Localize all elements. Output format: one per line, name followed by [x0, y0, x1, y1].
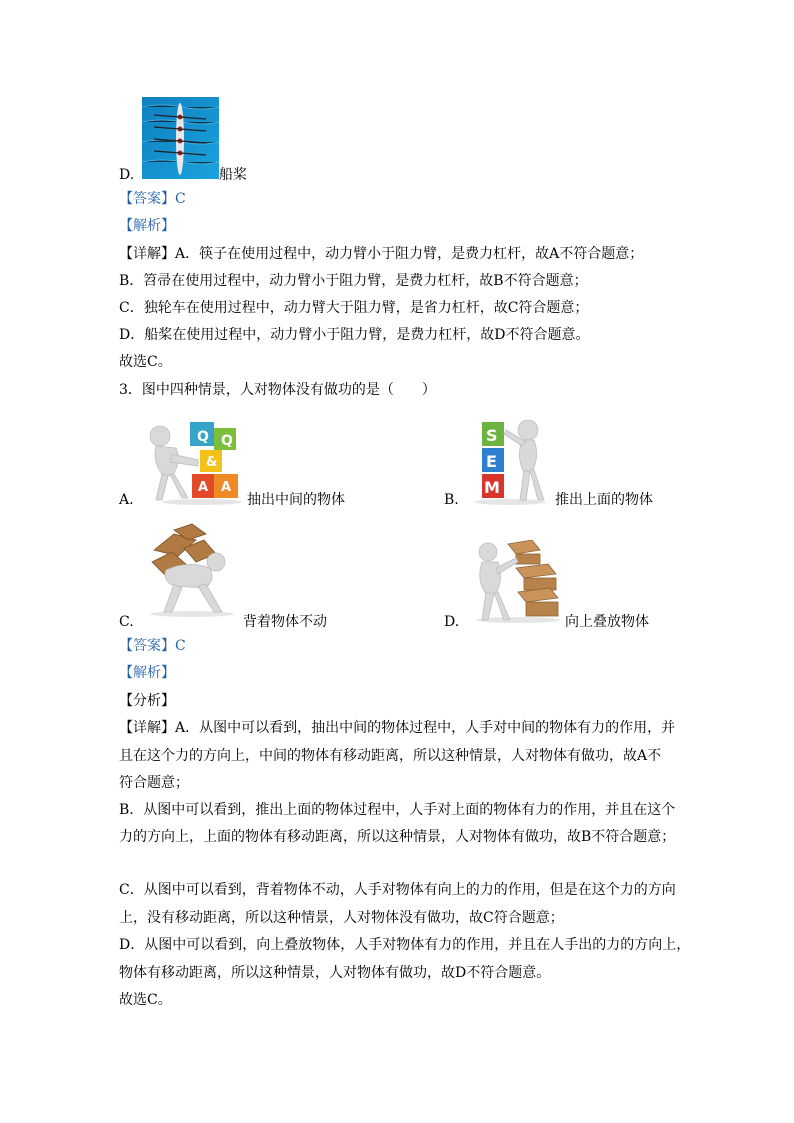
option-b-letter: B.: [444, 492, 459, 508]
q2-analysis-label: 【解析】: [119, 218, 175, 234]
block-letter: S: [486, 426, 498, 445]
option-d-caption: 船桨: [219, 167, 247, 183]
option-d-q3-letter: D.: [444, 614, 460, 630]
rowing-boat-image: [142, 97, 219, 179]
option-a-caption: 抽出中间的物体: [247, 492, 345, 508]
block-letter: &: [206, 455, 218, 470]
block-letter: A: [221, 480, 232, 495]
block-letter: M: [484, 478, 500, 497]
option-a-letter: A.: [119, 492, 134, 508]
block-letter: Q: [221, 433, 233, 449]
q3-detail-line: 物体有移动距离，所以这种情景，人对物体有做功，故D不符合题意。: [119, 965, 551, 981]
option-b-caption: 推出上面的物体: [555, 492, 653, 508]
q3-stem: 3．图中四种情景，人对物体没有做功的是（ ）: [119, 382, 436, 398]
option-c-letter: C.: [119, 614, 134, 630]
option-c-caption: 背着物体不动: [243, 614, 327, 630]
q2-conclusion: 故选C。: [119, 354, 172, 370]
option-a-image: [142, 414, 244, 506]
q2-detail-line: 【详解】A．筷子在使用过程中，动力臂小于阻力臂，是费力杠杆，故A不符合题意；: [119, 246, 644, 262]
q3-detail-line: 力的方向上，上面的物体有移动距离，所以这种情景，人对物体有做功，故B不符合题意；: [119, 829, 676, 845]
q3-detail-line: B．从图中可以看到，推出上面的物体过程中，人手对上面的物体有力的作用，并且在这个: [119, 802, 676, 818]
q3-answer-label: 【答案】C: [119, 638, 186, 654]
q3-detail-line: 上，没有移动距离，所以这种情景，人对物体没有做功，故C符合题意；: [119, 910, 564, 926]
block-letter: E: [486, 452, 497, 471]
q2-detail-line: D．船桨在使用过程中，动力臂小于阻力臂，是费力杠杆，故D不符合题意。: [119, 327, 590, 343]
q2-detail-line: C．独轮车在使用过程中，动力臂大于阻力臂，是省力杠杆，故C符合题意；: [119, 300, 589, 316]
q3-detail-line: C．从图中可以看到，背着物体不动，人手对物体有向上的力的作用，但是在这个力的方向: [119, 882, 676, 898]
q3-detail-line: 符合题意；: [119, 775, 189, 791]
option-d-q3-caption: 向上叠放物体: [565, 614, 649, 630]
q3-conclusion: 故选C。: [119, 992, 172, 1008]
q3-detail-line: 且在这个力的方向上，中间的物体有移动距离，所以这种情景，人对物体有做功，故A不: [119, 748, 662, 764]
q3-detail-line: D．从图中可以看到，向上叠放物体，人手对物体有力的作用，并且在人手出的力的方向上，: [119, 937, 691, 953]
block-letter: A: [198, 480, 209, 495]
block-letter: Q: [197, 429, 209, 445]
option-b-image: [470, 414, 552, 506]
option-c-image: [144, 522, 238, 618]
option-d-image: [470, 540, 562, 624]
q3-detail-line: 【详解】A．从图中可以看到，抽出中间的物体过程中，人手对中间的物体有力的作用，并: [119, 720, 676, 736]
q2-answer-label: 【答案】C: [119, 191, 186, 207]
option-d-letter: D.: [119, 167, 135, 183]
q2-detail-line: B．笤帚在使用过程中，动力臂小于阻力臂，是费力杠杆，故B不符合题意；: [119, 273, 588, 289]
q3-analysis-label: 【解析】: [119, 665, 175, 681]
q3-fenxi-label: 【分析】: [119, 693, 175, 709]
